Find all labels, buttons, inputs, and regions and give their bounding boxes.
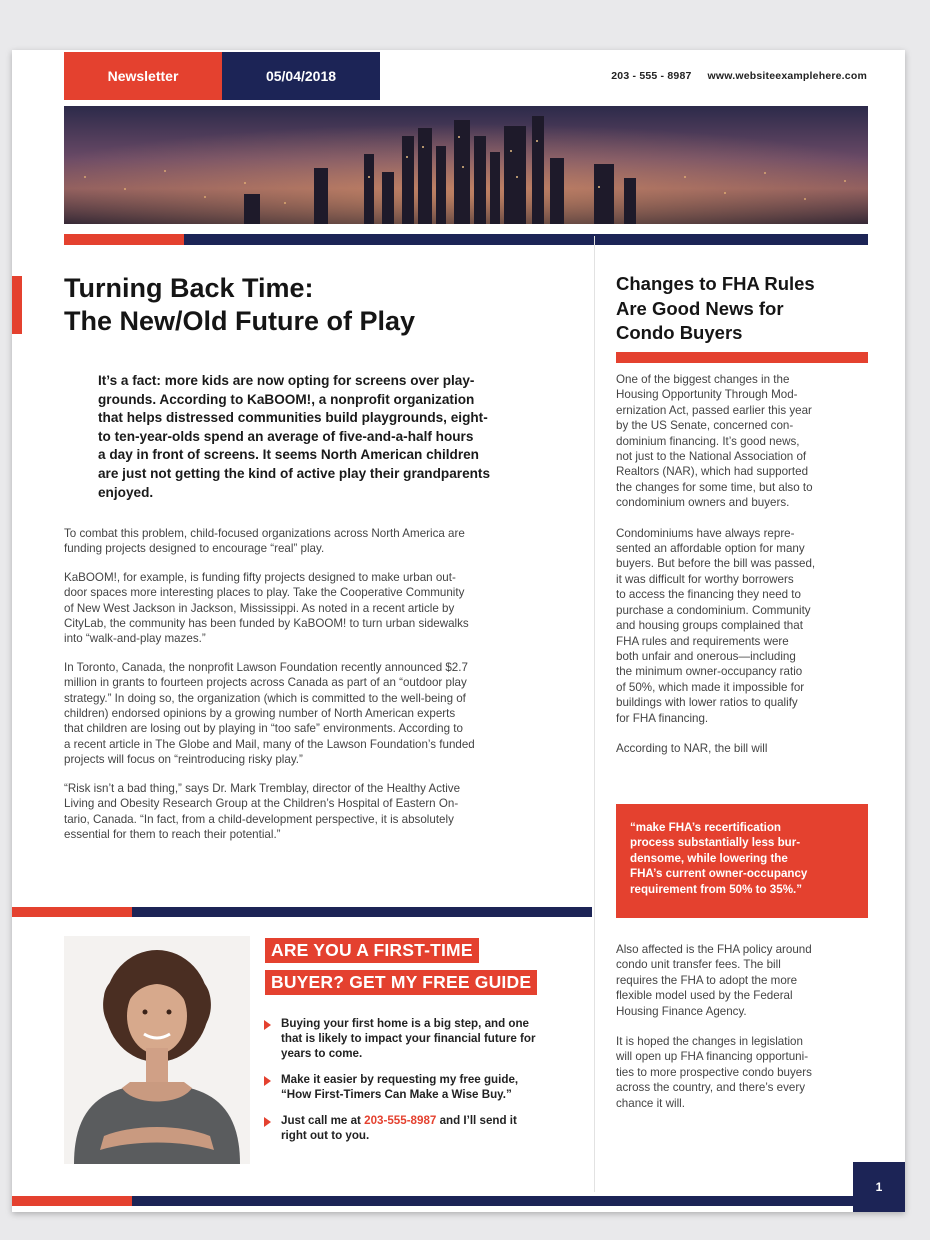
article-title <box>64 272 574 338</box>
sidebar-paragraph <box>616 1034 871 1111</box>
bullet-arrow-icon <box>264 1020 271 1030</box>
header-phone: 203 - 555 - 8987 <box>611 70 692 82</box>
title-accent-bar <box>12 276 22 334</box>
sidebar-line: flexible model used by the Federal <box>616 989 793 1003</box>
newsletter-page <box>12 50 905 1212</box>
bullet-line: that is likely to impact your financial future for <box>281 1032 536 1045</box>
sidebar-line: It is hoped the changes in legislation <box>616 1035 803 1049</box>
bullet-text: Just call me at <box>281 1114 365 1127</box>
intro-line: that helps distressed communities build playgrounds, eight- <box>98 410 488 426</box>
body-line: KaBOOM!, for example, is funding fifty projects designed to make urban out- <box>64 570 456 584</box>
sidebar-line: not just to the National Association of <box>616 450 807 464</box>
header-website: www.websiteexamplehere.com <box>707 70 867 82</box>
sidebar-line: Housing Finance Agency. <box>616 1004 747 1018</box>
sidebar-line: ties to more prospective condo buyers <box>616 1065 812 1079</box>
bullet-arrow-icon <box>264 1117 271 1127</box>
sidebar-line: by the US Senate, concerned con- <box>616 419 794 433</box>
sidebar-title-line: Condo Buyers <box>616 322 743 343</box>
article-title-line: Turning Back Time: <box>64 273 314 303</box>
article-paragraph <box>64 526 582 557</box>
body-line: door spaces more interesting places to play. Take the Cooperative Community <box>64 586 465 600</box>
intro-line: enjoyed. <box>98 484 154 500</box>
intro-line: grounds. According to KaBOOM!, a nonprofit organization <box>98 391 475 407</box>
sidebar-paragraph <box>616 526 871 726</box>
quote-line: FHA’s current owner-occupancy <box>630 867 808 881</box>
header-rule-navy <box>184 234 868 245</box>
sidebar-line: sented an affordable option for many <box>616 542 805 556</box>
sidebar-line: Also affected is the FHA policy around <box>616 943 812 956</box>
promo-bullet <box>264 1072 582 1102</box>
article-intro <box>98 372 584 502</box>
article-body <box>64 526 582 855</box>
intro-line: It’s a fact: more kids are now opting for screens over play- <box>98 373 475 388</box>
hero-skyline-image <box>64 106 868 224</box>
promo-bullet <box>264 1016 582 1061</box>
body-line: children) endorsed opinions by a growing number of North American experts <box>64 707 456 721</box>
article-title-line: The New/Old Future of Play <box>64 306 416 336</box>
quote-line: “make FHA’s recertification <box>630 821 781 834</box>
bullet-arrow-icon <box>264 1076 271 1086</box>
newsletter-tag: Newsletter <box>64 52 222 100</box>
bullet-line: “How First-Timers Can Make a Wise Buy.” <box>281 1088 512 1101</box>
bullet-line <box>281 1113 517 1128</box>
body-line: To combat this problem, child-focused organizations across North America are <box>64 527 465 540</box>
footer-rule-navy <box>132 1196 854 1206</box>
sidebar-paragraph <box>616 372 871 511</box>
sidebar-line: it was difficult for worthy borrowers <box>616 572 794 586</box>
sidebar-line: for FHA financing. <box>616 711 709 725</box>
sidebar-line: dominium financing. It’s good news, <box>616 434 800 448</box>
sidebar-line: ernization Act, passed earlier this year <box>616 403 812 417</box>
body-line: of New West Jackson in Jackson, Mississippi. As noted in a recent article by <box>64 601 455 615</box>
agent-photo <box>64 936 250 1164</box>
body-line: a recent article in The Globe and Mail, many of the Lawson Foundation’s funded <box>64 737 475 751</box>
body-line: strategy.” In doing so, the organization (which is committed to the well-being of <box>64 691 466 705</box>
body-line: into “walk-and-play mazes.” <box>64 632 206 646</box>
sidebar-body-continued <box>616 942 871 1126</box>
sidebar-line: requires the FHA to adopt the more <box>616 973 798 987</box>
sidebar-line: Realtors (NAR), which had supported <box>616 465 809 479</box>
bullet-text: and I’ll send it <box>436 1114 517 1127</box>
body-line: funding projects designed to encourage “real” play. <box>64 542 325 556</box>
sidebar-title-line: Changes to FHA Rules <box>616 273 815 294</box>
sidebar-line: will open up FHA financing opportuni- <box>616 1050 809 1064</box>
sidebar-title-line: Are Good News for <box>616 297 784 319</box>
body-line: million in grants to fourteen projects across Canada as part of an “outdoor play <box>64 676 467 690</box>
body-line: that children are losing out by playing in “too safe” environments. According to <box>64 722 463 736</box>
intro-line: a day in front of screens. It seems North American children <box>98 447 479 463</box>
body-line: “Risk isn’t a bad thing,” says Dr. Mark Tremblay, director of the Healthy Active <box>64 781 461 795</box>
body-line: projects will focus on “reintroducing risky play.” <box>64 753 303 767</box>
quote-line: requirement from 50% to 35%.” <box>630 882 803 896</box>
body-line: tario, Canada. “In fact, from a child-development perspective, it is absolutely <box>64 812 454 826</box>
quote-line: process substantially less bur- <box>630 836 801 850</box>
bullet-line: right out to you. <box>281 1129 370 1142</box>
intro-line: are just not getting the kind of active play their grandparents <box>98 465 491 481</box>
footer-rule-red <box>12 1196 132 1206</box>
sidebar-paragraph <box>616 741 871 756</box>
sidebar-line: buyers. But before the bill was passed, <box>616 557 816 571</box>
article-paragraph <box>64 660 582 768</box>
promo-rule-red <box>12 907 132 917</box>
contact-info <box>611 70 867 82</box>
promo-bullets <box>264 1016 582 1154</box>
sidebar-line: buildings with lower ratios to qualify <box>616 696 798 710</box>
sidebar-line: both unfair and onerous—including <box>616 649 796 663</box>
article-paragraph <box>64 570 582 647</box>
body-line: Living and Obesity Research Group at the Children’s Hospital of Eastern On- <box>64 797 459 811</box>
sidebar-title <box>616 272 866 346</box>
sidebar-line: purchase a condominium. Community <box>616 603 811 617</box>
pull-quote <box>616 804 868 918</box>
page-number: 1 <box>853 1162 905 1212</box>
promo-heading-line: BUYER? GET MY FREE GUIDE <box>265 970 537 995</box>
sidebar-line: the minimum owner-occupancy ratio <box>616 665 803 679</box>
promo-rule-navy <box>132 907 592 917</box>
issue-date: 05/04/2018 <box>222 52 380 100</box>
sidebar-line: One of the biggest changes in the <box>616 373 790 386</box>
sidebar-line: Condominiums have always repre- <box>616 526 795 540</box>
sidebar-line: Housing Opportunity Through Mod- <box>616 388 798 402</box>
intro-line: to ten-year-olds spend an average of five-and-a-half hours <box>98 428 474 444</box>
quote-line: densome, while lowering the <box>630 851 788 865</box>
bullet-line: Buying your first home is a big step, and one <box>281 1017 530 1030</box>
body-line: In Toronto, Canada, the nonprofit Lawson Foundation recently announced $2.7 <box>64 660 468 674</box>
sidebar-line: to access the financing they need to <box>616 588 801 602</box>
article-paragraph <box>64 781 582 843</box>
sidebar-line: condo unit transfer fees. The bill <box>616 958 781 972</box>
column-divider <box>594 236 595 1192</box>
bullet-line: years to come. <box>281 1047 363 1060</box>
body-line: CityLab, the community has been funded by KaBOOM! to turn urban sidewalks <box>64 617 469 631</box>
sidebar-line: of 50%, which made it impossible for <box>616 680 805 694</box>
sidebar-line: chance it will. <box>616 1096 685 1110</box>
sidebar-line: the changes for some time, but also to <box>616 480 813 494</box>
sidebar-line: According to NAR, the bill will <box>616 741 768 755</box>
bullet-line: Make it easier by requesting my free guide, <box>281 1073 519 1086</box>
promo-bullet <box>264 1113 582 1143</box>
sidebar-body <box>616 372 871 771</box>
promo-phone-link[interactable]: 203-555-8987 <box>364 1114 437 1127</box>
sidebar-line: across the country, and there’s every <box>616 1081 806 1095</box>
sidebar-title-rule <box>616 352 868 363</box>
sidebar-line: and housing groups complained that <box>616 619 803 633</box>
sidebar-paragraph <box>616 942 871 1019</box>
sidebar-line: condominium owners and buyers. <box>616 496 790 510</box>
promo-heading-line: ARE YOU A FIRST-TIME <box>265 938 479 963</box>
sidebar-line: FHA rules and requirements were <box>616 634 789 648</box>
header-rule-red <box>64 234 184 245</box>
body-line: essential for them to reach their potential.” <box>64 827 281 841</box>
